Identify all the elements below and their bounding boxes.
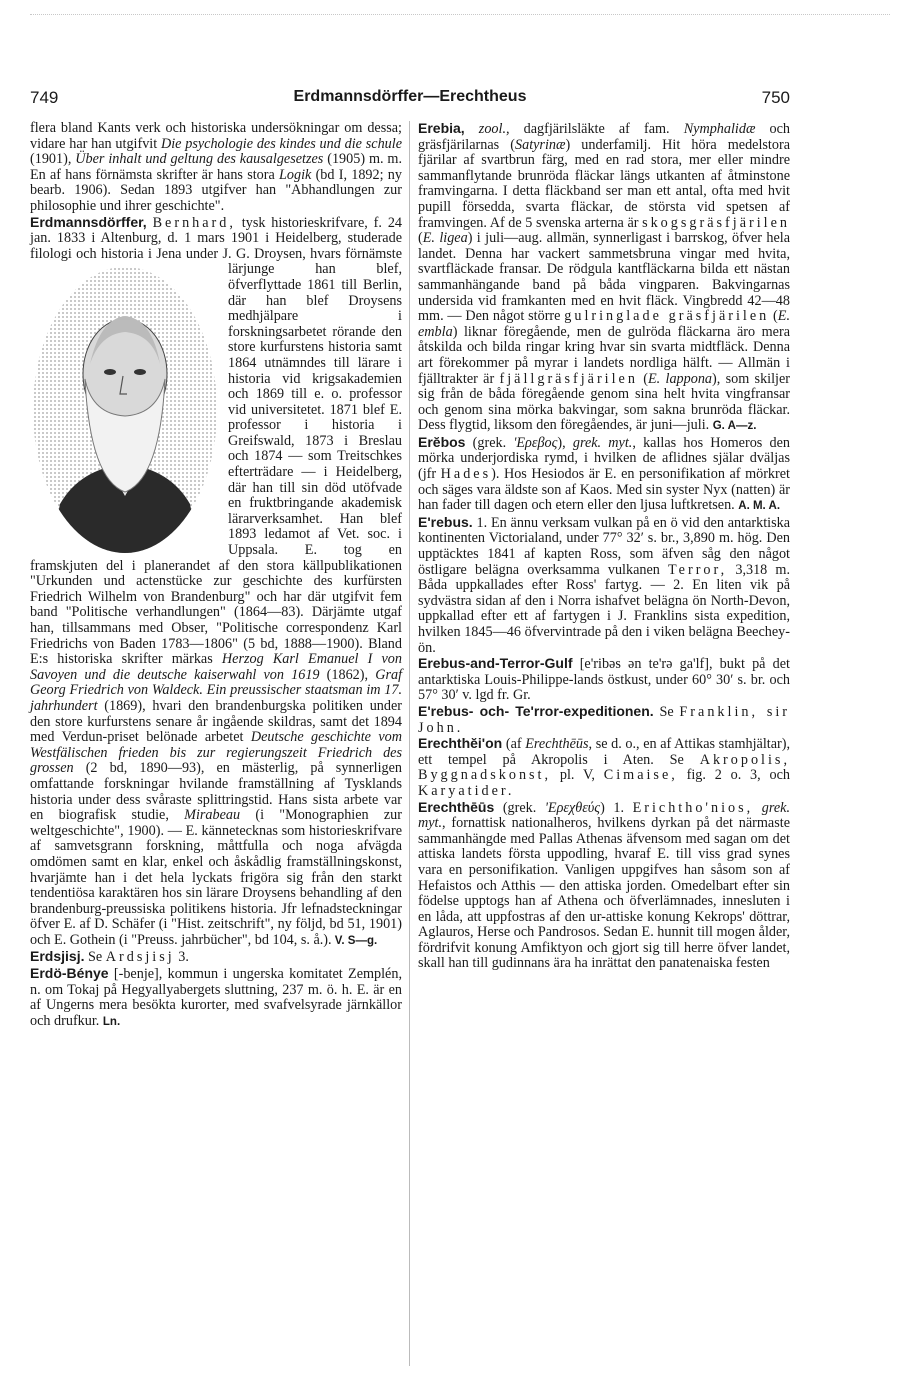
page-number-left: 749: [30, 88, 59, 107]
entry-erdmann-continuation: flera bland Kants verk och historiska undersökningar om dessa; vidare har han utgifvit Die psychologie des kindes und die schule (1901), Über inhalt und geltung des kausalgesetzes (1905) m. m. En af hans förnämsta skrifter är hans stora Logik (bd I, 1892; ny bearb. 1906). Sedan 1893 utgifver han "Abhandlungen zur philosophie und ihrer geschichte".: [30, 120, 403, 214]
page-number-right: 750: [761, 88, 790, 107]
entry-erdmannsdorffer: Erdmannsdörffer, Bernhard, tysk historieskrifvare, f. 24 jan. 1833 i Altenburg, d. 1 mars 1901 i Heidelberg, studerade filologi och historia i Jena under J. G. Droysen, hvars förnämste lärjunge han blef, öfverflyttade 1861 till Berlin, där han blef Droysens medhjälpare i forskningsarbetet rörande den store kurfurstens historia samt 1864 utnämndes till lärare i historia vid krigsakademien och 1869 till e. o. professor vid universitetet. 1871 blef E. professor i historia i Greifswald, 1873 i Breslau och 1874 — som Treitschkes efterträdare — i Heidelberg, där han till sin död utöfvade en fruktbringande akademisk lärarverksamhet. Han blef 1893 ledamot af Vet. soc. i Uppsala. E. tog en framskjuten del i planerandet af den stora källpublikationen "Urkunden und actenstücke zur geschichte des kurfürsten Friedrich Wilhelm von Brandenburg" och har där utgifvit fem band "Politische verhandlungen" (1864—83). Därjämte utgaf han, tillsammans med Obser, "Politische correspondenz Karl Friedrichs von Baden 1783—1806" (5 bd, 1888—1900). Bland E:s historiska skrifter märkas Herzog Karl Emanuel I von Savoyen und die deutsche kaiserwahl von 1619 (1862), Graf Georg Friedrich von Waldeck. Ein preussischer staatsman im 17. jahrhundert (1869), hvari den brandenburgska politiken under den store kurfurstens senare år ingående skildras, samt det 1894 med Verdun-priset belönade arbetet Deutsche geschichte vom Westfälischen frieden bis zur regierungszeit Friedrich des grossen (2 bd, 1890—93), en mästerlig, på synnerligen omfattande forskningar hvilande framställning af Tysklands historia under dess svåraste splittringstid. Hans sista arbete var en biografisk studie, Mirabeau (i "Monographien zur weltgeschichte", 1900). — E. kännetecknas som historieskrifvare af samvetsgrann forskning, måttfulla och noga afvägda omdömen samt en klar, enkel och åskådlig framställningskonst, hvarjämte han i det hela lyckats frigöra sig från den starkt tendentiösa karaktären hos sin lärare Droysens behandling af den brandenburg-preussiska politikens historia. Jfr lefnadsteckningar öfver E. af D. Schäfer (i "Hist. zeitschrift", ny följd, bd 51, 1901) och E. Gothein (i "Preuss. jahrbücher", bd 104, s. å.). V. S—g.: [30, 213, 403, 948]
headword: Erechthĕi'on: [418, 735, 503, 752]
entry-erebus-terror-expeditionen: E'rebus- och- Te'rror-expeditionen. Se Franklin, sir John.: [418, 702, 791, 736]
headword: Erĕbos: [418, 433, 466, 450]
entry-erebus: E'rebus. 1. En ännu verksam vulkan på en ö vid den antarktiska kontinenten Victorialand, under 77° 32′ s. br., 3,890 m. hög. Den upptäcktes 1841 af kapten Ross, som äfven såg den något östligare belägna overksamma vulkanen Terror, 3,318 m. Båda uppkallades efter Ross' fartyg. — 2. En liten vik på sydvästra sidan af den i Norra ishafvet belägna ön North-Devon, uppkallad efter ett af fartygen i J. Franklins sista expedition, hvilken 1845—46 öfvervintrade på den i viken belägna Beechey-ön.: [418, 513, 790, 656]
page-header: [30, 88, 790, 110]
signature: A. M. A.: [738, 500, 781, 513]
headword: Erdö-Bénye: [30, 965, 109, 982]
left-column: [30, 121, 402, 1030]
column-divider: [409, 121, 410, 1366]
entry-erdo-benye: Erdö-Bénye [-benje], kommun i ungerska komitatet Zemplén, n. om Tokaj på Hegyallyabergets sluttning, 237 m. ö. h. E. är en af Ungerns mera besökta kurorter, med svafvelsyrade järnkällor och drufkur. Ln.: [30, 965, 402, 1029]
headword: Erebus-and-Terror-Gulf: [418, 655, 573, 672]
signature: G. A—z.: [712, 420, 757, 433]
headword: Erdmannsdörffer,: [30, 213, 147, 230]
entry-erebos: Erĕbos (grek. 'Ερεβος), grek. myt., kallas hos Homeros den mörka underjordiska rymd, i hvilken de aflidnes själar dväljas (jfr Hades). Hos Hesiodos är E. en personifikation af mörkret och säges vara äldste son af Kaos. Med sin syster Nyx (natten) är han fader till dagen och etern eller den ljusa luftkretsen. A. M. A.: [418, 433, 790, 514]
entry-erebus-and-terror-gulf: Erebus-and-Terror-Gulf [e'ribəs ən te'rə ga'lf], bukt på det antarktiska Louis-Philippe-lands östkust, under 60° 30′ s. br. och 57° 30′ v. lgd fr. Gr.: [418, 655, 790, 704]
entry-erechtheion: Erechthĕi'on (af Erechthēūs, se d. o., en af Attikas stamhjältar), ett tempel på Akropolis i Aten. Se Akropolis, Byggnadskonst, pl. V, Cimaise, fig. 2 o. 3, och Karyatider.: [418, 735, 790, 799]
headword: E'rebus.: [418, 513, 473, 530]
entry-erechtheus: Erechthēūs (grek. 'Ερεχθεύς) 1. Erichtho'nios, grek. myt., fornattisk nationalheros, hvilkens dyrkan på det närmaste sammanhängde med Pallas Athenas äfvensom med sagan om det attiska landets första uppodling, hvaraf E. till viss grad synes vara en personifikation. Vanligen uppgifves han såsom son af Hefaistos och Atthis — den attiska jorden. Omedelbart efter sin födelse upptogs han af Athena och öfverlämnades, innesluten i en låda, att uppfostras af den ur-attiske konung Kekrops' döttrar, Aglauros, Herse och Pandrosos. Sedan E. hunnit till mogen ålder, fördrifvit konung Amfiktyon och gjort sig till herre öfver landet, skall han till gudinnans ära ha inrättat den panatenaiska festen: [418, 798, 790, 972]
entry-erdsjisj: Erdsjisj. Se Ardsjisj 3.: [30, 948, 189, 966]
portrait-image: [30, 264, 220, 556]
running-head: Erdmannsdörffer—Erechtheus: [293, 88, 527, 105]
right-column: [418, 121, 790, 972]
top-rule: [30, 14, 890, 15]
headword: Erdsjisj.: [30, 948, 85, 965]
headword: E'rebus- och- Te'rror-expeditionen.: [418, 702, 654, 719]
headword: Erechthēūs: [418, 798, 495, 815]
entry-erebia: Erebia, zool., dagfjärilsläkte af fam. Nymphalidæ och gräsfjärilarnas (Satyrinæ) underfamilj. Hit höra medelstora fjärilar af svartbrun färg, med en rad stora, mer eller mindre sammanflytande brunröda fläckar längs utkanten af åtminstone framvingarna. I detta fläckband ser man ett antal, ofta med hvit pupill försedda, svarta fläckar, de största vid spetsen af framvingen. Af de 5 svenska arterna är skogsgräsfjärilen (E. ligea) i juli—aug. allmän, synnerligast i barrskog, öfver hela landet. Denna har vackert sammetsbruna vingar med hvita, svartfläckade fransar. De rödgula kantfläckarna bilda ett nästan sammanhängande band på båda vingparen. Bakvingarnas undersida vid framkanten med en hvit fläck. Vingbredd 42—48 mm. — Den något större gulringlade gräsfjärilen (E. embla) liknar föregående, men de gulröda fläckarna äro mera åtskilda och bilda ringar kring hvar sin svarta midtfläck. Denna art förekommer på myrar i landets nordliga hälft. — Allmän i fjälltrakter är fjällgräsfjärilen (E. lappona), som skiljer sig från de båda föregående genom sina helt hvita vingfransar och genom sina mörka bakvingar, som sakna brunröda fläckar. Dess flygtid, liksom den föregåendes, är juni—juli. G. A—z.: [418, 120, 791, 434]
signature: Ln.: [102, 1015, 121, 1028]
headword: Erebia,: [418, 120, 465, 136]
portrait-engraving: [30, 264, 220, 556]
signature: V. S—g.: [331, 934, 378, 947]
entry-text-continued: lärjunge han blef, öfverflyttade 1861 till Berlin, där han blef Droysens medhjälpare i forskningsarbetet rörande den store kurfurstens historia samt 1864 utnämndes till lärare i historia vid krigsakademien och 1869 till e. o. professor vid universitetet. 1871 blef E. professor i historia i Greifswald, 1873 i Breslau och 1874 — som Treitschkes efterträdare — i Heidelberg, där han till sin död utöfvade en fruktbringande akademisk lärarverksamhet. Han blef 1893 ledamot af Vet. soc. i Uppsala. E. tog en framskjuten del i planerandet af den stora källpublikationen "Urkunden und actenstücke zur geschichte des kurfürsten Friedrich Wilhelm von Brandenburg" och har där utgifvit fem band "Politische verhandlungen" (1864—83). Därjämte utgaf han, tillsammans med Obser, "Politische correspondenz Karl Friedrichs von Baden 1783—1806" (5 bd, 1888—1900). Bland E:s historiska skrifter märkas: [30, 261, 402, 668]
